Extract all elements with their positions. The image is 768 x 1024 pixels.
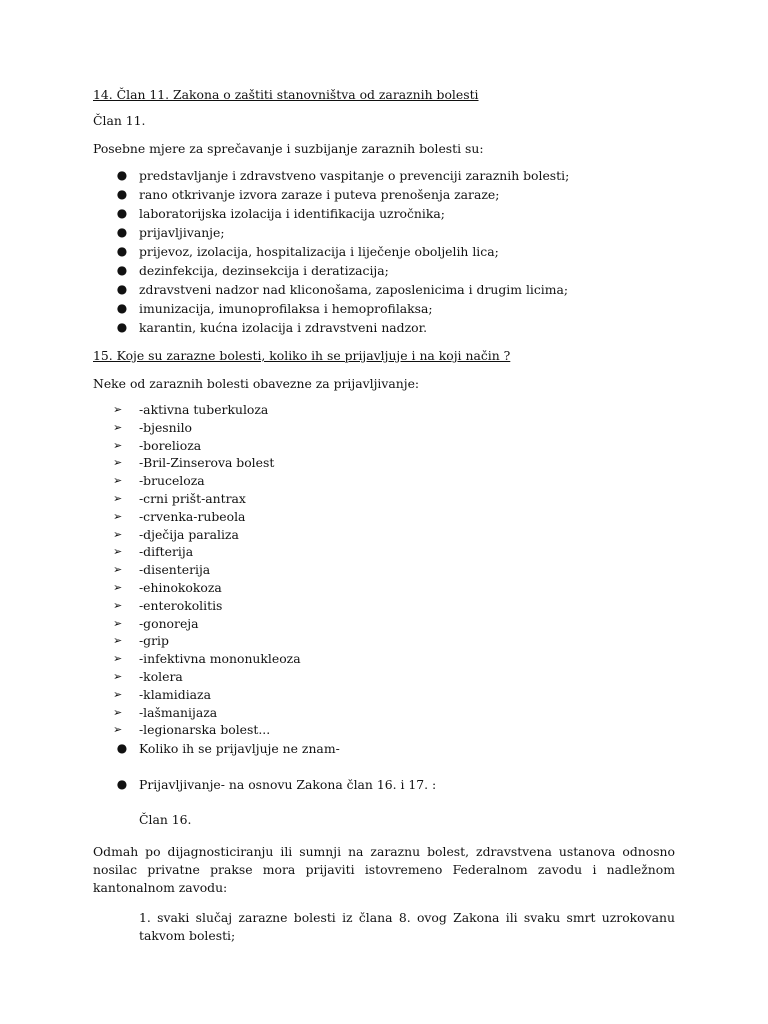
list-item: ➢ -ehinokokoza [113,579,222,595]
list-item: ● imunizacija, imunoprofilaksa i hemoprofilaksa; [116,301,433,316]
bullet-icon: ● [116,187,128,201]
bullet-icon: ● [116,282,128,296]
bullet-icon: ● [116,168,128,182]
arrow-bullet-icon: ➢ [113,491,123,505]
list-item: ● prijevoz, izolacija, hospitalizacija i liječenje oboljelih lica; [116,244,499,259]
article-16-point-1: 1. svaki slučaj zarazne bolesti iz člana 8. ovog Zakona ili svaku smrt uzrokovanu takvom bolesti; [139,910,675,944]
arrow-bullet-icon: ➢ [113,438,123,452]
arrow-bullet-icon: ➢ [113,456,123,470]
section-14-subheading: Član 11. [93,113,146,128]
list-item: ● rano otkrivanje izvora zaraze i puteva prenošenja zaraze; [116,187,500,202]
list-item: ➢ -lašmanijaza [113,704,218,720]
list-item: ➢ -kolera [113,668,183,684]
arrow-bullet-icon: ➢ [113,687,123,701]
list-item: ● Koliko ih se prijavljuje ne znam- [116,741,340,757]
arrow-bullet-icon: ➢ [113,616,123,630]
section-15-intro: Neke od zaraznih bolesti obavezne za prijavljivanje: [93,376,420,391]
arrow-bullet-icon: ➢ [113,580,123,594]
bullet-icon: ● [116,206,128,220]
list-item: ➢ -difterija [113,544,194,560]
reporting-note-list [93,775,675,794]
list-item: ➢ -bjesnilo [113,419,193,435]
list-item: ● prijavljivanje; [116,225,225,240]
arrow-bullet-icon: ➢ [113,545,123,559]
arrow-bullet-icon: ➢ [113,723,123,737]
list-item: ● Prijavljivanje- na osnovu Zakona član 16. i 17. : [116,777,437,793]
list-item: ➢ -bruceloza [113,473,205,489]
bullet-icon: ● [116,263,128,277]
section-14-heading: 14. Član 11. Zakona o zaštiti stanovništva od zaraznih bolesti [93,87,479,102]
section-14-intro: Posebne mjere za sprečavanje i suzbijanje zaraznih bolesti su: [93,141,484,156]
list-item: ● zdravstveni nadzor nad kliconošama, zaposlenicima i drugim licima; [116,282,569,297]
list-item: ➢ -Bril-Zinserova bolest [113,455,275,471]
list-item: ● predstavljanje i zdravstveno vaspitanje o prevenciji zaraznih bolesti; [116,168,570,183]
arrow-bullet-icon: ➢ [113,598,123,612]
arrow-bullet-icon: ➢ [113,563,123,577]
bullet-icon: ● [116,225,128,239]
document-body [93,86,675,945]
list-item: ➢ -crni prišt-antrax [113,490,246,506]
section-15-heading: 15. Koje su zarazne bolesti, koliko ih se prijavljuje i na koji način ? [93,348,511,363]
list-item: ➢ -infektivna mononukleoza [113,651,301,667]
arrow-bullet-icon: ➢ [113,652,123,666]
list-item: ➢ -klamidiaza [113,686,211,702]
bullet-icon: ● [116,777,128,792]
arrow-bullet-icon: ➢ [113,705,123,719]
list-item: ➢ -borelioza [113,437,202,453]
arrow-bullet-icon: ➢ [113,527,123,541]
bullet-icon: ● [116,741,128,756]
list-item: ● karantin, kućna izolacija i zdravstveni nadzor. [116,320,428,335]
arrow-bullet-icon: ➢ [113,474,123,488]
list-item: ➢ -aktivna tuberkuloza [113,402,269,417]
bullet-icon: ● [116,301,128,315]
bullet-icon: ● [116,320,128,334]
list-item: ➢ -legionarska bolest... [113,722,271,738]
article-16-label: Član 16. [139,812,192,828]
measures-list [93,166,675,337]
list-item: ● dezinfekcija, dezinsekcija i deratizacija; [116,263,389,278]
arrow-bullet-icon: ➢ [113,403,123,416]
list-item: ➢ -gonoreja [113,615,199,631]
list-item: ➢ -disenterija [113,562,211,578]
article-16-paragraph: Odmah po dijagnosticiranju ili sumnji na zaraznu bolest, zdravstvena ustanova odnosno nosilac privatne prakse mora prijaviti istovremeno Federalnom zavodu i nadležnom kantonalnom zavodu: [93,844,675,896]
list-item: ➢ -dječija paraliza [113,526,239,542]
arrow-bullet-icon: ➢ [113,634,123,648]
list-item: ➢ -grip [113,633,169,649]
list-item: ➢ -crvenka-rubeola [113,508,246,524]
bullet-icon: ● [116,244,128,258]
count-note-list [93,739,675,758]
arrow-bullet-icon: ➢ [113,669,123,683]
arrow-bullet-icon: ➢ [113,420,123,434]
arrow-bullet-icon: ➢ [113,509,123,523]
list-item: ➢ -enterokolitis [113,597,223,613]
diseases-list [93,401,675,739]
list-item: ● laboratorijska izolacija i identifikacija uzročnika; [116,206,445,221]
